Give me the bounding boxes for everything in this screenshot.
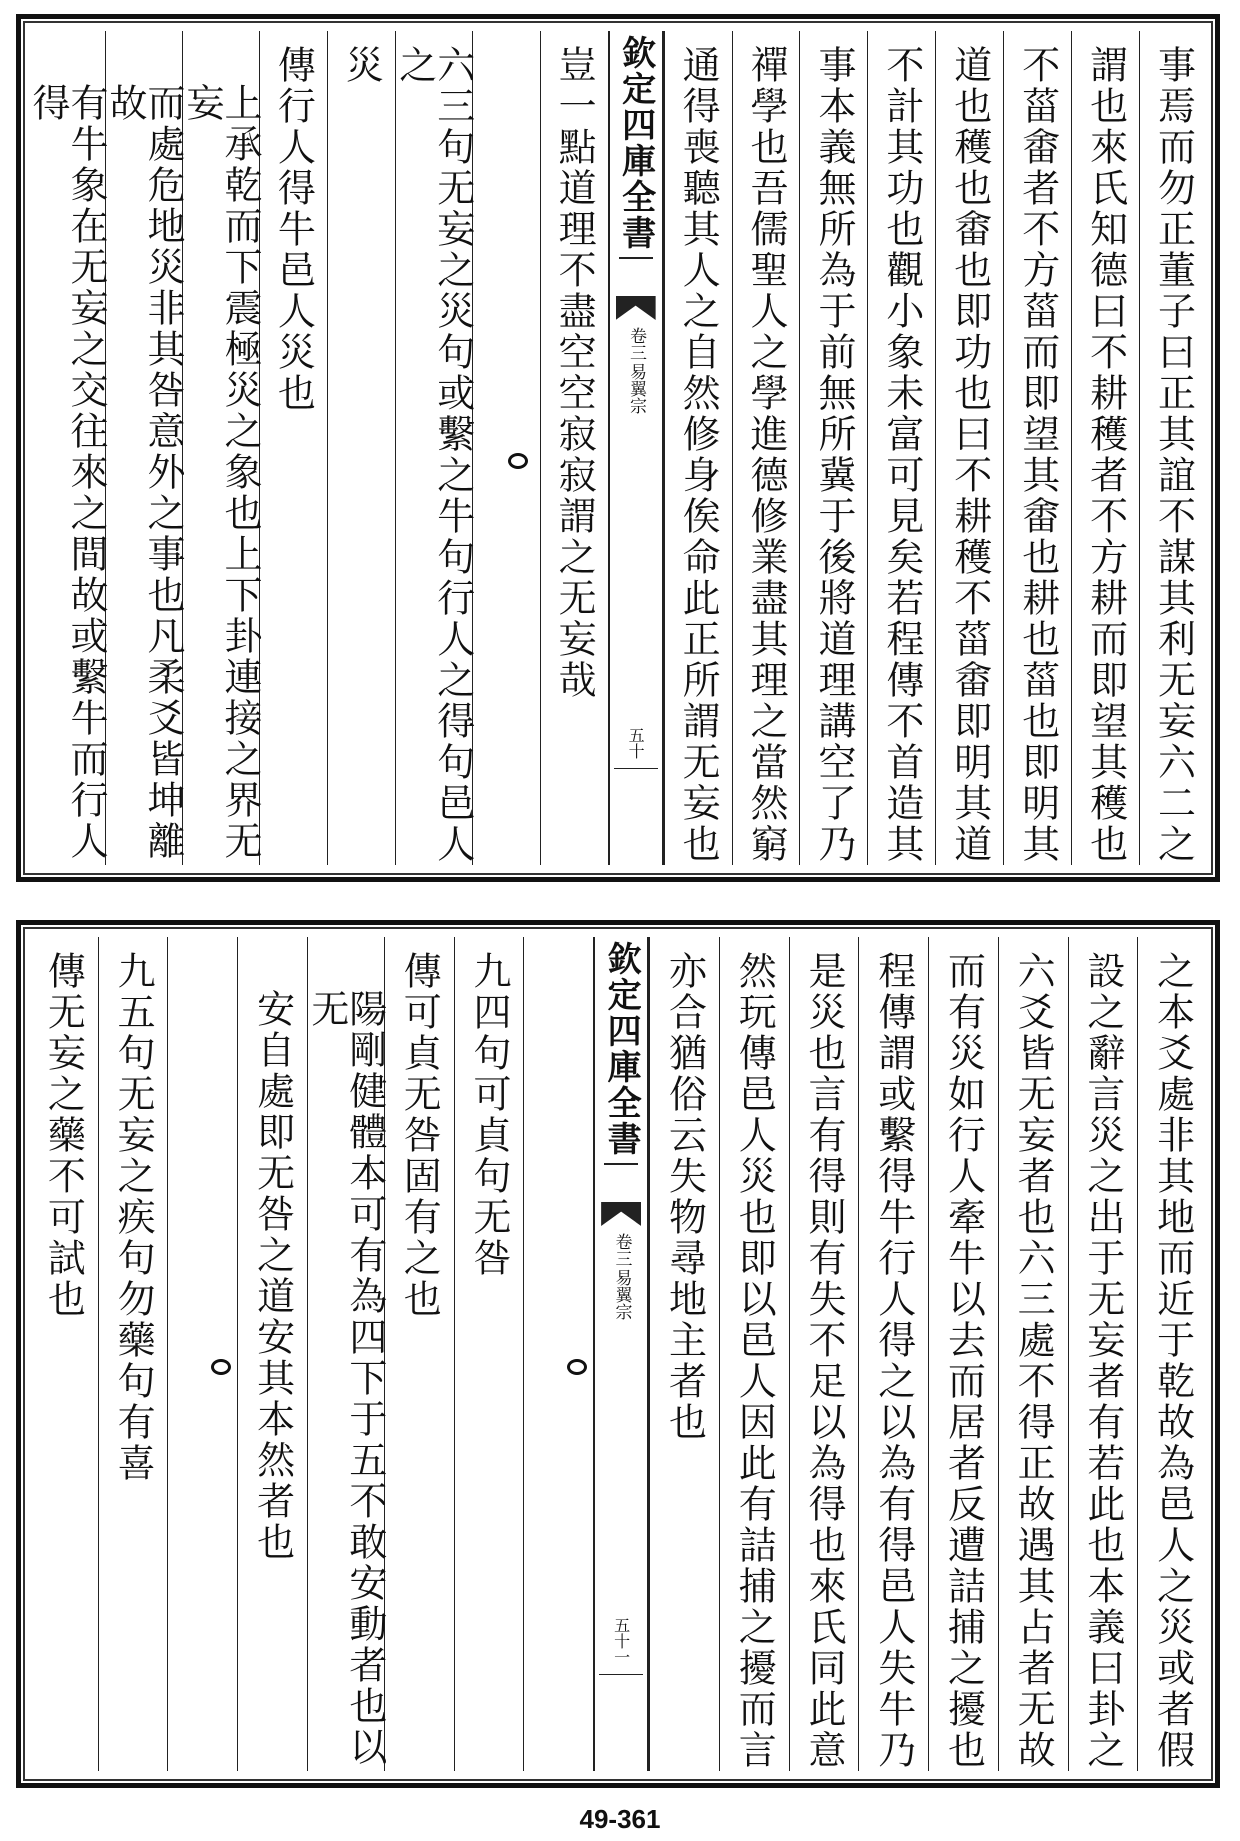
text-column: 傳行人得牛邑人災也 <box>259 31 327 865</box>
fish-tail-mark-icon <box>616 296 656 320</box>
fish-tail-mark-icon <box>601 1202 641 1226</box>
top-page <box>16 14 1220 882</box>
trigram-mark-icon <box>197 1359 237 1375</box>
text-column: 而有災如行人牽牛以去而居者反遭詰捕之擾也 <box>928 937 998 1771</box>
text-column: 然玩傳邑人災也即以邑人因此有詰捕之擾而言 <box>719 937 789 1771</box>
text-column: 設之辭言災之出于无妄者有若此也本義曰卦之 <box>1068 937 1138 1771</box>
leaf-number: 五十一 <box>611 1617 631 1665</box>
text-column: 九五句无妄之疾句勿藥句有喜 <box>98 937 168 1771</box>
text-column: 有牛象在无妄之交往來之間故或繫牛而行人得 <box>25 83 108 862</box>
book-title: 欽定四庫全書 <box>619 35 653 259</box>
trigram-mark-icon <box>553 1359 593 1375</box>
volume-number: 卷三 <box>625 327 646 361</box>
text-column: 災 <box>327 31 395 865</box>
text-column: 九四句可貞句无咎 <box>454 937 524 1771</box>
top-page-columns <box>25 31 1207 865</box>
text-column: 事焉而勿正董子曰正其誼不謀其利无妄六二之 <box>1139 31 1207 865</box>
volume-number: 卷三 <box>611 1233 632 1267</box>
hexagram-column <box>472 31 540 865</box>
text-column: 禪學也吾儒聖人之學進德修業盡其理之當然窮 <box>732 31 800 865</box>
bottom-page-columns <box>29 937 1207 1771</box>
bottom-page <box>16 920 1220 1788</box>
text-column: 而處危地災非其咎意外之事也凡柔爻皆坤離故 <box>105 31 182 865</box>
text-column: 亦合猶俗云失物尋地主者也 <box>649 937 719 1771</box>
leaf-number: 五十 <box>626 727 646 759</box>
text-column: 安自處即无咎之道安其本然者也 <box>237 937 307 1771</box>
text-column: 通得喪聽其人之自然修身俟命此正所謂无妄也 <box>664 31 732 865</box>
trigram-mark-icon <box>500 453 540 469</box>
hexagram-column <box>167 937 237 1771</box>
text-column: 事本義無所為于前無所冀于後將道理講空了乃 <box>799 31 867 865</box>
text-column: 豈一點道理不盡空空寂寂謂之无妄哉 <box>540 31 608 865</box>
leaf-divider <box>599 1674 643 1675</box>
leaf-divider <box>614 768 658 769</box>
book-title: 欽定四庫全書 <box>604 941 638 1165</box>
chapter-title: 易翼宗 <box>625 363 646 414</box>
text-column: 不菑畬者不方菑而即望其畬也耕也菑也即明其 <box>1003 31 1071 865</box>
text-column: 上承乾而下震極災之象也上下卦連接之界无妄 <box>182 31 259 865</box>
page-margin-column <box>593 937 649 1771</box>
page-code: 49-361 <box>579 1804 661 1834</box>
text-column: 不計其功也觀小象未富可見矣若程傳不首造其 <box>867 31 935 865</box>
text-column: 是災也言有得則有失不足以為得也來氏同此意 <box>789 937 859 1771</box>
chapter-label <box>626 327 645 414</box>
hexagram-column <box>523 937 593 1771</box>
text-column: 程傳謂或繫得牛行人得之以為有得邑人失牛乃 <box>858 937 928 1771</box>
text-column: 六爻皆无妄者也六三處不得正故遇其占者无故 <box>998 937 1068 1771</box>
page-margin-column <box>608 31 664 865</box>
text-column: 謂也來氏知德曰不耕穫者不方耕而即望其穫也 <box>1071 31 1139 865</box>
text-column: 之本爻處非其地而近于乾故為邑人之災或者假 <box>1137 937 1207 1771</box>
text-column: 傳可貞无咎固有之也 <box>384 937 454 1771</box>
text-column: 道也穫也畬也即功也曰不耕穫不菑畬即明其道 <box>935 31 1003 865</box>
chapter-title: 易翼宗 <box>611 1269 632 1320</box>
text-column: 六三句无妄之災句或繫之牛句行人之得句邑人之 <box>395 31 472 865</box>
chapter-label <box>612 1233 631 1320</box>
text-column: 陽剛健體本可有為四下于五不敢安動者也以无 <box>307 937 384 1771</box>
text-column: 傳无妄之藥不可試也 <box>41 951 86 1320</box>
